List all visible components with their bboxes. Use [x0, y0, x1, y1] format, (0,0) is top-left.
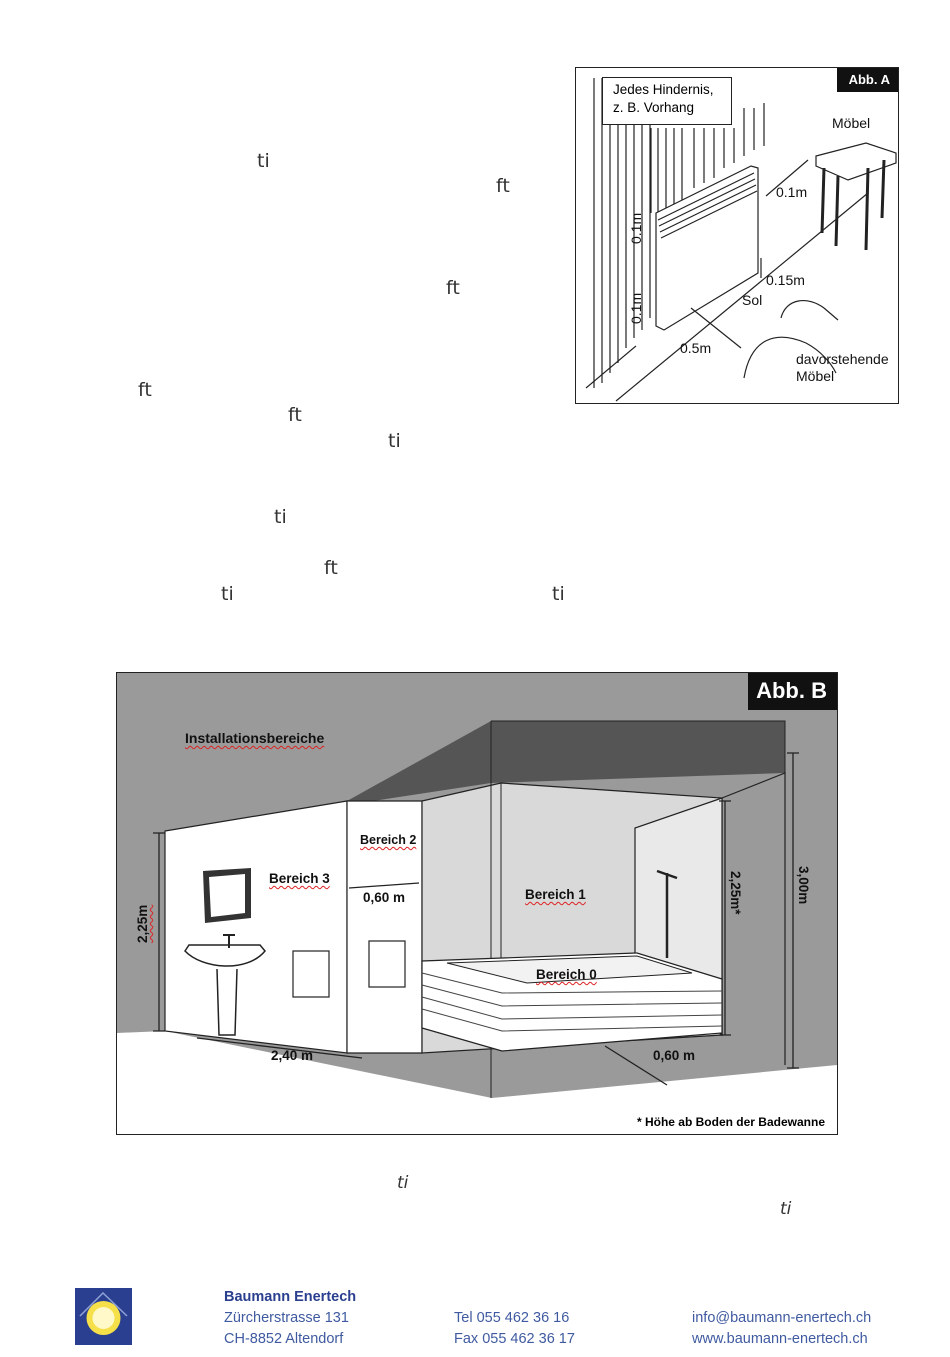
zone-3-label: Bereich 3	[269, 871, 330, 886]
zone-1-label: Bereich 1	[525, 887, 586, 902]
sun-logo-icon	[75, 1288, 132, 1345]
label-front-gap: 0.5m	[680, 340, 712, 356]
text-fragment: ti	[780, 1199, 792, 1219]
note-line-1: Jedes Hindernis,	[613, 82, 714, 97]
dim-left-height: 2,25m	[135, 904, 150, 943]
company-logo	[75, 1288, 132, 1345]
label-bottom-gap: 0.15m	[766, 272, 805, 288]
figure-b-installation-zones	[116, 672, 838, 1135]
dim-front-depth: 0,60 m	[653, 1048, 696, 1063]
figure-b-badge: Abb. B	[748, 673, 837, 710]
footer-tel: Tel 055 462 36 16	[454, 1310, 570, 1326]
footer-company: Baumann Enertech	[224, 1289, 357, 1305]
text-fragment: ti	[397, 1173, 409, 1193]
text-fragment: ti	[221, 583, 234, 605]
figure-a-heater-clearances	[575, 67, 899, 404]
figure-a-badge: Abb. A	[837, 68, 898, 92]
dim-room-height: 3,00m	[796, 866, 811, 905]
dim-floor-width: 2,40 m	[271, 1048, 314, 1063]
label-front-furniture-1: davorstehende	[796, 351, 889, 367]
dim-zone2-width: 0,60 m	[363, 890, 406, 905]
label-furniture-distance: 0.1m	[776, 184, 808, 200]
text-fragment: ft	[324, 557, 338, 579]
text-fragment: ti	[552, 583, 565, 605]
obstacle-note	[602, 77, 732, 125]
label-front-furniture-2: Möbel	[796, 368, 835, 384]
footer-email-link[interactable]: info@baumann-enertech.ch	[692, 1310, 872, 1326]
text-fragment: ft	[138, 379, 152, 401]
footer-fax: Fax 055 462 36 17	[454, 1331, 575, 1347]
text-fragment: ft	[446, 277, 460, 299]
figure-b-title: Installationsbereiche	[185, 730, 325, 746]
text-fragment: ti	[388, 430, 401, 452]
text-fragment: ft	[288, 404, 302, 426]
footer-web-link[interactable]: www.baumann-enertech.ch	[692, 1331, 868, 1347]
label-floor: Sol	[742, 292, 763, 308]
zone-0-label: Bereich 0	[536, 967, 597, 982]
text-fragment: ti	[257, 150, 270, 172]
footer-street: Zürcherstrasse 131	[224, 1310, 349, 1326]
label-top-gap: 0.1m	[628, 212, 644, 244]
footer-city: CH-8852 Altendorf	[224, 1331, 344, 1347]
label-side-gap: 0.1m	[628, 292, 644, 324]
zone-2-label: Bereich 2	[360, 833, 417, 847]
figure-b-footnote: * Höhe ab Boden der Badewanne	[636, 1115, 825, 1129]
dim-zone1-height: 2,25m*	[728, 871, 743, 915]
note-line-2: z. B. Vorhang	[613, 100, 695, 115]
text-fragment: ft	[496, 175, 510, 197]
text-fragment: ti	[274, 506, 287, 528]
label-moebel: Möbel	[832, 115, 871, 131]
